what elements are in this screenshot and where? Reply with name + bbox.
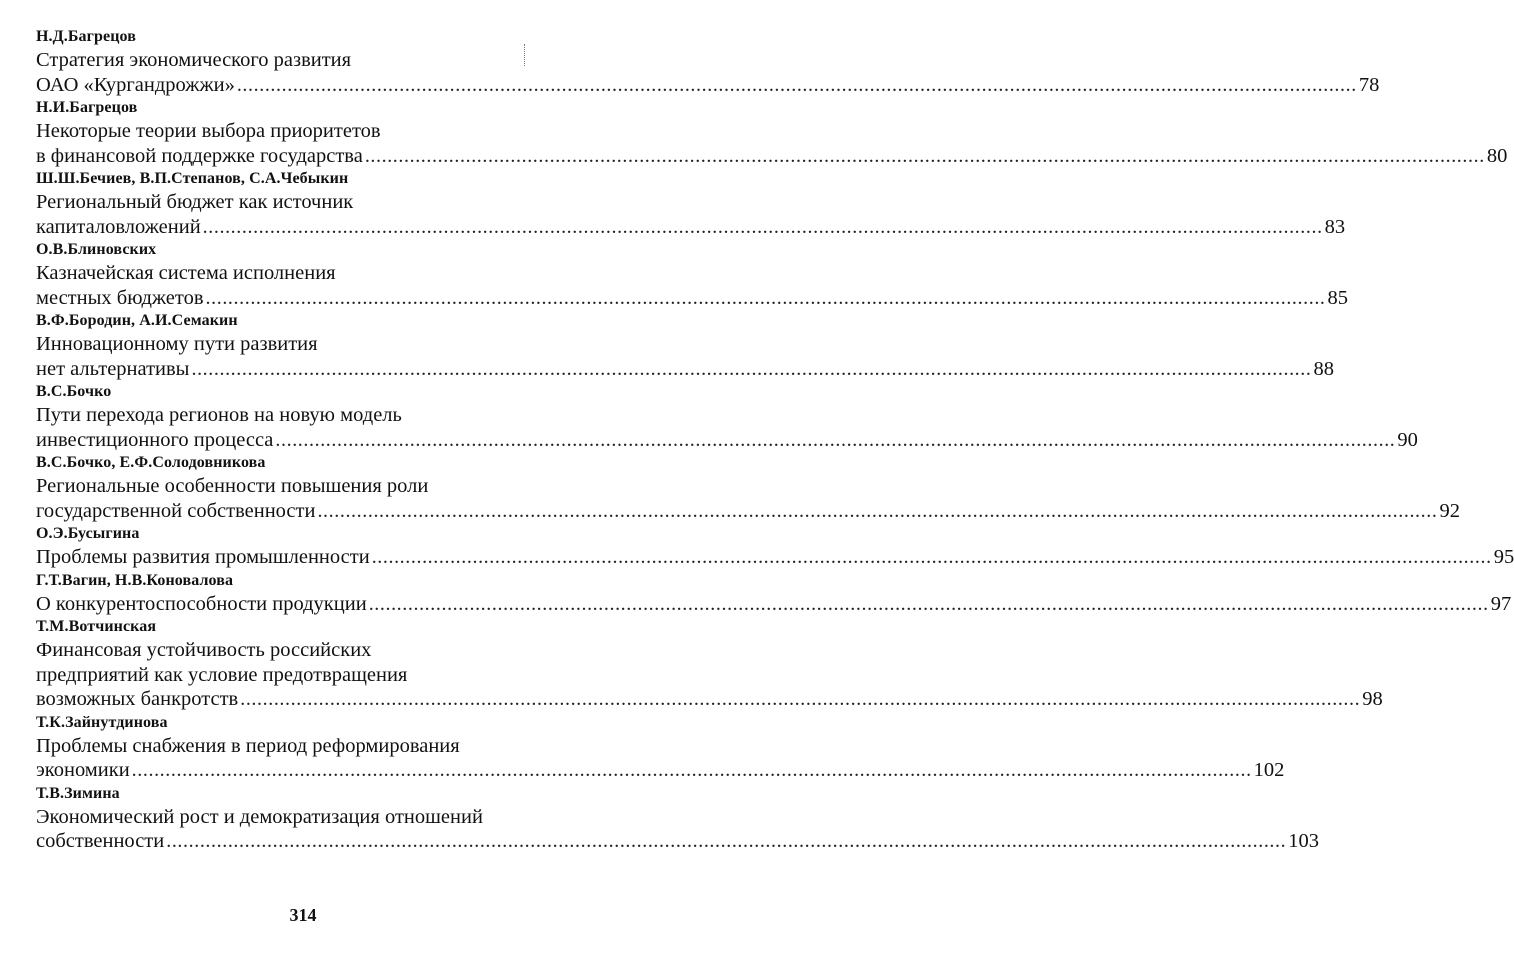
entry-author: Н.И.Багрецов (36, 99, 138, 116)
entry-title-text: в финансовой поддержке государства (36, 144, 363, 167)
entry-title-line (36, 73, 1380, 98)
dot-leader: ........................................................................................................................................................................................................ (191, 357, 1312, 380)
dot-leader: ........................................................................................................................................................................................................ (368, 592, 1489, 615)
entry-page-number: 80 (1486, 144, 1508, 167)
entry-title-text: экономики (36, 759, 130, 781)
entry-title-text: собственности (36, 830, 165, 852)
entry-author: Н.Д.Багрецов (36, 28, 136, 45)
entry-title-line (36, 428, 1418, 453)
dot-leader: ........................................................................................................................................................................................................ (202, 215, 1323, 238)
toc-entry (36, 452, 1460, 523)
entry-title-text: государственной собственности (36, 499, 316, 522)
dot-leader: ........................................................................................................................................................................................................ (364, 144, 1485, 167)
entry-title-line (36, 758, 1285, 783)
toc-entry (36, 381, 1418, 452)
entry-page-number: 92 (1439, 499, 1460, 522)
entry-page-number: 103 (1288, 830, 1319, 852)
entry-page-number: 97 (1490, 592, 1512, 615)
entry-title-text: Проблемы развития промышленности (36, 546, 370, 568)
entry-page-number: 90 (1397, 428, 1418, 451)
entry-title-line: Проблемы снабжения в период реформирования (36, 734, 460, 757)
entry-title-line: Региональный бюджет как источник (36, 191, 354, 213)
toc-entry (36, 570, 1512, 617)
entry-title-line (36, 215, 1346, 240)
entry-page-number: 98 (1362, 688, 1383, 710)
toc-entry (36, 616, 1383, 712)
dot-leader: ........................................................................................................................................................................................................ (166, 830, 1287, 852)
dot-leader: ........................................................................................................................................................................................................ (240, 688, 1361, 710)
page-number: 314 (289, 905, 317, 925)
entry-title-text: О конкурентоспособности продукции (36, 592, 367, 615)
toc-entry (36, 310, 1334, 381)
entry-title-line (36, 499, 1460, 524)
toc-entry (36, 712, 1285, 783)
dot-leader: ........................................................................................................................................................................................................ (131, 759, 1252, 781)
dot-leader: ........................................................................................................................................................................................................ (236, 73, 1357, 96)
entry-title-line (36, 545, 1514, 570)
toc-entry (36, 26, 1380, 97)
table-of-contents (36, 26, 1514, 854)
entry-title-line (36, 687, 1383, 712)
entry-title-line: Казначейская система исполнения (36, 262, 336, 284)
toc-entry (36, 523, 1514, 570)
entry-author: Ш.Ш.Бечиев, В.П.Степанов, С.А.Чебыкин (36, 170, 349, 187)
dot-leader: ........................................................................................................................................................................................................ (275, 428, 1396, 451)
entry-author: В.С.Бочко, Е.Ф.Солодовникова (36, 454, 266, 471)
entry-title-line (36, 357, 1334, 382)
entry-author: О.В.Блиновских (36, 241, 157, 258)
entry-title-line (36, 829, 1319, 854)
entry-title-text: капиталовложений (36, 215, 201, 238)
entry-author: О.Э.Бусыгина (36, 525, 140, 542)
entry-title-line: предприятий как условие предотвращения (36, 663, 408, 686)
entry-author: В.Ф.Бородин, А.И.Семакин (36, 312, 238, 329)
toc-entry (36, 168, 1346, 239)
entry-title-text: местных бюджетов (36, 286, 204, 309)
entry-author: Т.К.Зайнутдинова (36, 713, 168, 731)
toc-entry (36, 783, 1319, 854)
entry-author: Т.М.Вотчинская (36, 618, 157, 635)
entry-title-line: Финансовая устойчивость российских (36, 639, 372, 661)
entry-title-line: Региональные особенности повышения роли (36, 475, 429, 497)
scan-speck (524, 44, 526, 66)
entry-title-text: ОАО «Кургандрожжи» (36, 73, 235, 96)
entry-title-text: инвестиционного процесса (36, 428, 274, 451)
entry-page-number: 78 (1358, 73, 1380, 96)
toc-entry (36, 239, 1349, 310)
entry-title-line: Некоторые теории выбора приоритетов (36, 120, 381, 142)
entry-page-number: 102 (1253, 759, 1285, 781)
dot-leader: ........................................................................................................................................................................................................ (317, 499, 1438, 522)
entry-author: В.С.Бочко (36, 383, 112, 400)
entry-title-text: нет альтернативы (36, 357, 190, 380)
entry-author: Т.В.Зимина (36, 784, 120, 802)
entry-page-number: 88 (1313, 357, 1334, 380)
entry-page-number: 85 (1327, 286, 1349, 309)
entry-title-line (36, 144, 1508, 169)
entry-title-line: Экономический рост и демократизация отношений (36, 805, 483, 828)
entry-title-line: Стратегия экономического развития (36, 49, 352, 71)
entry-title-line (36, 286, 1349, 311)
toc-entry (36, 97, 1508, 168)
entry-title-line (36, 592, 1512, 617)
entry-page-number: 83 (1324, 215, 1346, 238)
dot-leader: ........................................................................................................................................................................................................ (205, 286, 1326, 309)
entry-title-text: возможных банкротств (36, 688, 239, 710)
entry-author: Г.Т.Вагин, Н.В.Коновалова (36, 571, 234, 589)
entry-title-line: Инновационному пути развития (36, 333, 318, 355)
entry-title-line: Пути перехода регионов на новую модель (36, 404, 402, 426)
dot-leader: ........................................................................................................................................................................................................ (371, 546, 1492, 568)
entry-page-number: 95 (1493, 546, 1514, 568)
